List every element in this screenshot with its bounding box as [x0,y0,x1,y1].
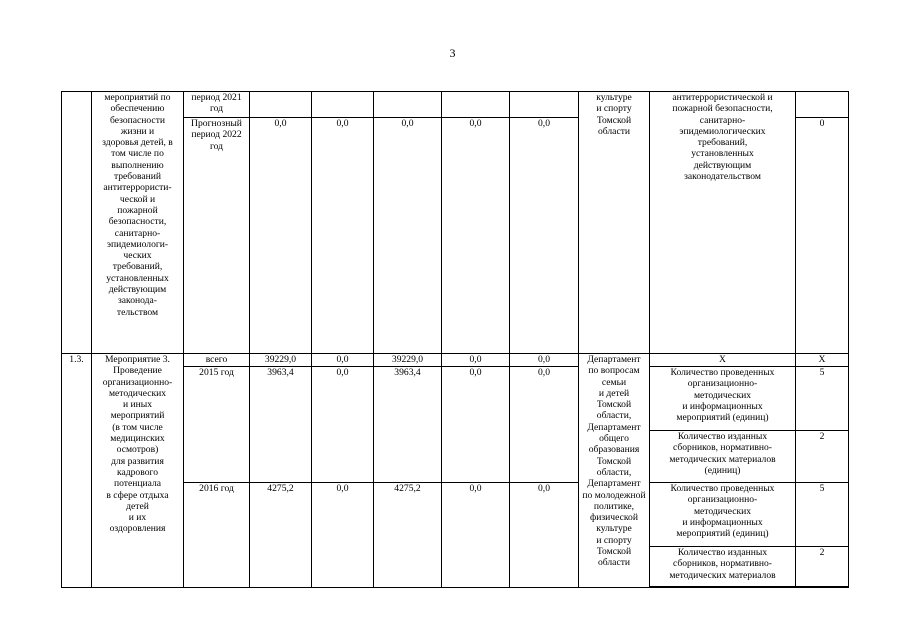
cell-activity-name: мероприятий по обеспечению безопасности жизни и здоровья детей, в том числе по выполнению требований антитеррористи- ческой и пожарной безопасности, санитарно- эпидемиологи- ческих требований, установленных действующим законода- тельством [92,92,184,354]
cell-executor: культуре и спорту Томской области [579,92,650,354]
cell-indicator-value: 0 [796,118,849,354]
cell-value: 0,0 [442,483,510,588]
cell-value: 0,0 [510,118,579,354]
cell-number [62,92,92,354]
cell-value: 3963,4 [250,367,312,483]
cell-value: 0,0 [250,118,312,354]
cell-indicator-value [796,92,849,118]
cell-value [442,92,510,118]
cell-indicator-value: 5 [796,367,849,431]
cell-value: 0,0 [312,367,374,483]
cell-executor: Департамент по вопросам семьи и детей Томской области, Департамент общего образования Томской области, Департамент по молодежной политике, физической культуре и спорту Томской области [579,354,650,588]
cell-value: 0,0 [442,118,510,354]
cell-value: 4275,2 [374,483,442,588]
cell-indicator: антитеррористической и пожарной безопасности, санитарно- эпидемиологических требований, установленных действующим законодательством [650,92,796,354]
cell-value: 0,0 [442,354,510,367]
page-number: 3 [449,46,456,60]
cell-period: Прогнозный период 2022 год [184,118,250,354]
cell-value [250,92,312,118]
cell-indicator: Количество проведенных организационно- методических и информационных мероприятий (единиц) [650,483,796,547]
cell-value [510,92,579,118]
cell-value: 0,0 [312,354,374,367]
cell-indicator-value: 5 [796,483,849,547]
cell-indicator-value: 2 [796,547,849,587]
cell-indicator-value: 2 [796,431,849,483]
cell-indicator: Количество изданных сборников, нормативно- методических материалов [650,547,796,587]
cell-value: 0,0 [374,118,442,354]
cell-value [312,92,374,118]
program-table [61,91,849,588]
cell-period: 2016 год [184,483,250,588]
table-row [62,354,849,367]
cell-value: 0,0 [312,483,374,588]
cell-value: 0,0 [510,367,579,483]
cell-value: 0,0 [510,483,579,588]
cell-value: 0,0 [510,354,579,367]
cell-period: всего [184,354,250,367]
cell-indicator-value: Х [796,354,849,367]
cell-activity-name: Мероприятие 3. Проведение организационно- методических и иных мероприятий (в том числе медицинских осмотров) для развития кадрового потенциала в сфере отдыха детей и их оздоровления [92,354,184,588]
cell-value: 0,0 [442,367,510,483]
cell-value: 3963,4 [374,367,442,483]
cell-period: период 2021 год [184,92,250,118]
cell-value: 39229,0 [374,354,442,367]
cell-value: 39229,0 [250,354,312,367]
cell-indicator: Количество проведенных организационно- методических и информационных мероприятий (единиц) [650,367,796,431]
cell-indicator: Количество изданных сборников, нормативно- методических материалов (единиц) [650,431,796,483]
cell-number: 1.3. [62,354,92,588]
cell-value [374,92,442,118]
cell-period: 2015 год [184,367,250,483]
cell-value: 4275,2 [250,483,312,588]
cell-value: 0,0 [312,118,374,354]
table-row [62,92,849,118]
cell-indicator: Х [650,354,796,367]
